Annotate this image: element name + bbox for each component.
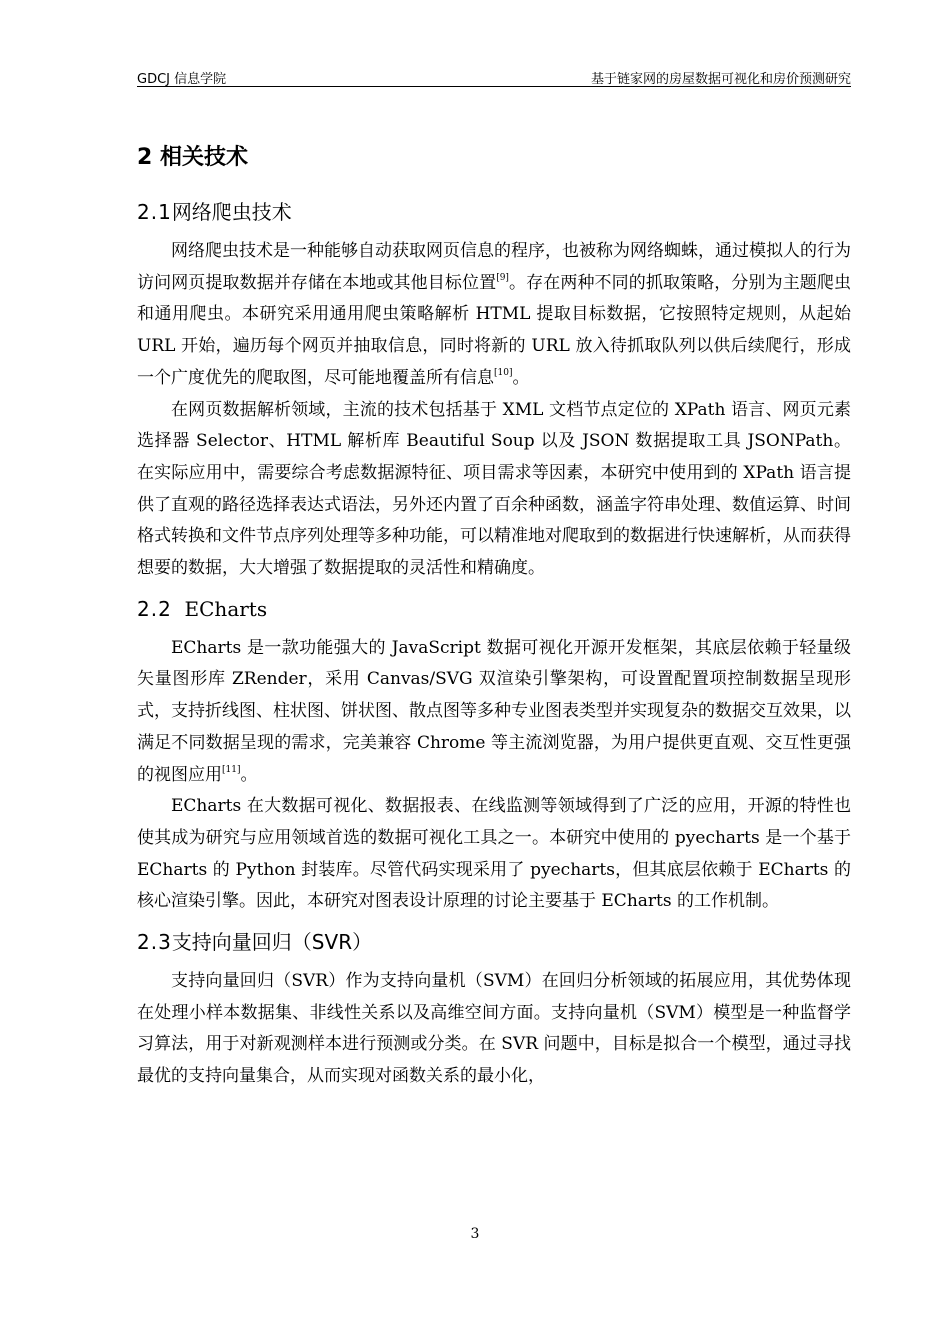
- section-title: ECharts: [184, 596, 268, 621]
- paragraph: ECharts 在大数据可视化、数据报表、在线监测等领域得到了广泛的应用，开源的特性也使其成为研究与应用领域首选的数据可视化工具之一。本研究中使用的 pyecharts 是一个基于 ECharts 的 Python 封装库。尽管代码实现采用了 pyecharts，但其底层依赖于 ECharts 的核心渲染引擎。因此，本研究对图表设计原理的讨论主要基于 ECharts 的工作机制。: [137, 796, 851, 912]
- chapter-title: 2 相关技术: [137, 145, 248, 170]
- running-header: [137, 66, 851, 87]
- page-content: [137, 140, 851, 1093]
- paragraph-text: 。: [512, 367, 530, 388]
- paragraph-text: 网络爬虫技术是一种能够自动获取网页信息的程序，也被称为网络蜘蛛，通过模拟人的行为访问网页提取数据并存储在本地或其他目标位置: [137, 241, 851, 293]
- header-thesis-title: 基于链家网的房屋数据可视化和房价预测研究: [590, 72, 851, 87]
- section-title: 网络爬虫技术: [171, 200, 292, 224]
- paragraph-text: 。: [240, 764, 258, 785]
- citation-ref: [9]: [496, 272, 509, 283]
- section-number: 2.1: [137, 200, 172, 224]
- section-number: 2.2: [137, 596, 172, 621]
- section-heading-2-3: [137, 926, 851, 958]
- citation-ref: [11]: [222, 764, 241, 775]
- section-title: 支持向量回归（SVR）: [171, 930, 373, 955]
- paragraph: [137, 633, 851, 792]
- paragraph-text: ECharts 是一款功能强大的 JavaScript 数据可视化开源开发框架，其底层依赖于轻量级矢量图形库 ZRender，采用 Canvas/SVG 双渲染引擎架构，可设置配置项控制数据呈现形式，支持折线图、柱状图、饼状图、散点图等多种专业图表类型并实现复杂的数据交互效果，以满足不同数据呈现的需求，完美兼容 Chrome 等主流浏览器，为用户提供更直观、交互性更强的视图应用: [137, 637, 851, 785]
- citation-ref: [10]: [494, 367, 513, 378]
- section-number: 2.3: [137, 930, 172, 955]
- paragraph: [137, 236, 851, 395]
- page-number: 3: [470, 1226, 480, 1242]
- paragraph: 支持向量回归（SVR）作为支持向量机（SVM）在回归分析领域的拓展应用，其优势体现在处理小样本数据集、非线性关系以及高维空间方面。支持向量机（SVM）模型是一种监督学习算法，用于对新观测样本进行预测或分类。在 SVR 问题中，目标是拟合一个模型，通过寻找最优的支持向量集合，从而实现对函数关系的最小化，: [137, 971, 851, 1087]
- header-institution: GDCJ 信息学院: [137, 72, 227, 87]
- paragraph: 在网页数据解析领域，主流的技术包括基于 XML 文档节点定位的 XPath 语言、网页元素选择器 Selector、HTML 解析库 Beautiful Soup 以及 JSON 数据提取工具 JSONPath。在实际应用中，需要综合考虑数据源特征、项目需求等因素，本研究中使用到的 XPath 语言提供了直观的路径选择表达式语法，另外还内置了百余种函数，涵盖字符串处理、数值运算、时间格式转换和文件节点序列处理等多种功能，可以精准地对爬取到的数据进行快速解析，从而获得想要的数据，大大增强了数据提取的灵活性和精确度。: [137, 399, 851, 579]
- paragraph-text: 。存在两种不同的抓取策略，分别为主题爬虫和通用爬虫。本研究采用通用爬虫策略解析 HTML 提取目标数据，它按照特定规则，从起始 URL 开始，遍历每个网页并抽取信息，同时将新的 URL 放入待抓取队列以供后续爬行，形成一个广度优先的爬取图，尽可能地覆盖所有信息: [137, 272, 852, 388]
- section-heading-2-2: [137, 593, 851, 625]
- section-heading-2-1: [137, 196, 851, 228]
